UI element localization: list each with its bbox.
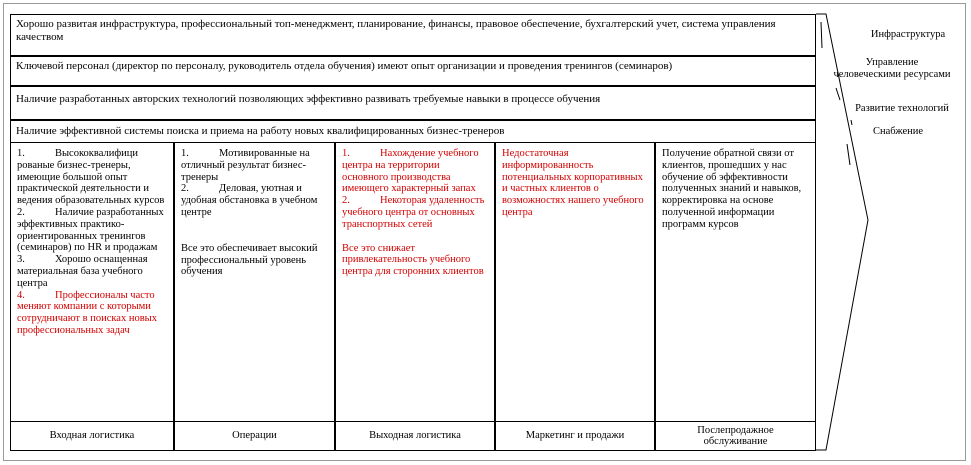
support-procurement: Наличие эффективной системы поиска и приема на работу новых квалифицированных бизнес-тренеров: [10, 120, 816, 143]
outbound-logistics-label: Выходная логистика: [335, 421, 495, 451]
operations-item-2: 2. Деловая, уютная и удобная обстановка в учебном центре: [181, 183, 318, 218]
outbound-item-1: 1. Нахождение учебного центра на территории основного производства имеющего характерный запах: [342, 148, 479, 195]
service-label: [655, 421, 816, 451]
outbound-logistics-column: [335, 142, 495, 422]
operations-item-1: 1. Мотивированные на отличный результат бизнес-тренеры: [181, 148, 310, 183]
support-technology: Наличие разработанных авторских технологий позволяющих эффективно развивать требуемые навыки в процессе обучения: [10, 86, 816, 120]
side-label-procurement: Снабжение: [872, 126, 924, 137]
side-label-hr: Управление человеческими ресурсами: [833, 57, 951, 80]
marketing-label: Маркетинг и продажи: [495, 421, 655, 451]
marketing-column: [495, 142, 655, 422]
inbound-item-1: 1. Высококвалифици рованые бизнес-тренеры, имеющие большой опыт практической деятельности и ведения образовательных курсов: [17, 148, 165, 207]
side-label-technology: Развитие технологий: [855, 103, 949, 114]
operations-column: [174, 142, 335, 422]
service-text: Получение обратной связи от клиентов, прошедших у нас обучение об эффективности полученных знаний и навыков, корректировка на основе полученной информации программ курсов: [662, 148, 802, 230]
divider-technology: [851, 120, 852, 125]
divider-infrastructure: [821, 22, 822, 48]
support-hr: Ключевой персонал (директор по персоналу, руководитель отдела обучения) имеют опыт организации и проведения тренингов (семинаров): [10, 56, 816, 86]
service-label-line2: обслуживание: [703, 436, 768, 447]
side-label-infrastructure: Инфраструктура: [870, 29, 946, 40]
operations-summary: Все это обеспечивает высокий профессиональный уровень обучения: [181, 242, 318, 278]
service-label-line1: Послепродажное: [697, 424, 774, 436]
operations-label: Операции: [174, 421, 335, 451]
inbound-logistics-column: [10, 142, 174, 422]
inbound-weakness: 4. Профессионалы часто меняют компании с которыми сотрудничают в поисках новых профессиональных задач: [17, 289, 157, 336]
marketing-text: Недостаточная информированность потенциальных корпоративных и частных клиентов о возможностях нашего учебного центра: [502, 148, 644, 218]
inbound-item-3: 3. Хорошо оснащенная материальная база учебного центра: [17, 254, 148, 289]
outbound-item-2: 2. Некоторая удаленность учебного центра от основных транспортных сетей: [342, 195, 485, 230]
outbound-summary: Все это снижает привлекательность учебного центра для сторонних клиентов: [342, 242, 484, 278]
service-column: [655, 142, 816, 422]
inbound-item-2: 2. Наличие разработанных эффективных практико-ориентированных тренингов (семинаров) по HR и продажам: [17, 206, 164, 254]
divider-procurement: [847, 144, 850, 165]
divider-hr: [836, 88, 840, 100]
support-infrastructure: Хорошо развитая инфраструктура, профессиональный топ-менеджмент, планирование, финансы, правовое обеспечение, бухгалтерский учет, система управления качеством: [10, 14, 816, 56]
inbound-logistics-label: Входная логистика: [10, 421, 174, 451]
